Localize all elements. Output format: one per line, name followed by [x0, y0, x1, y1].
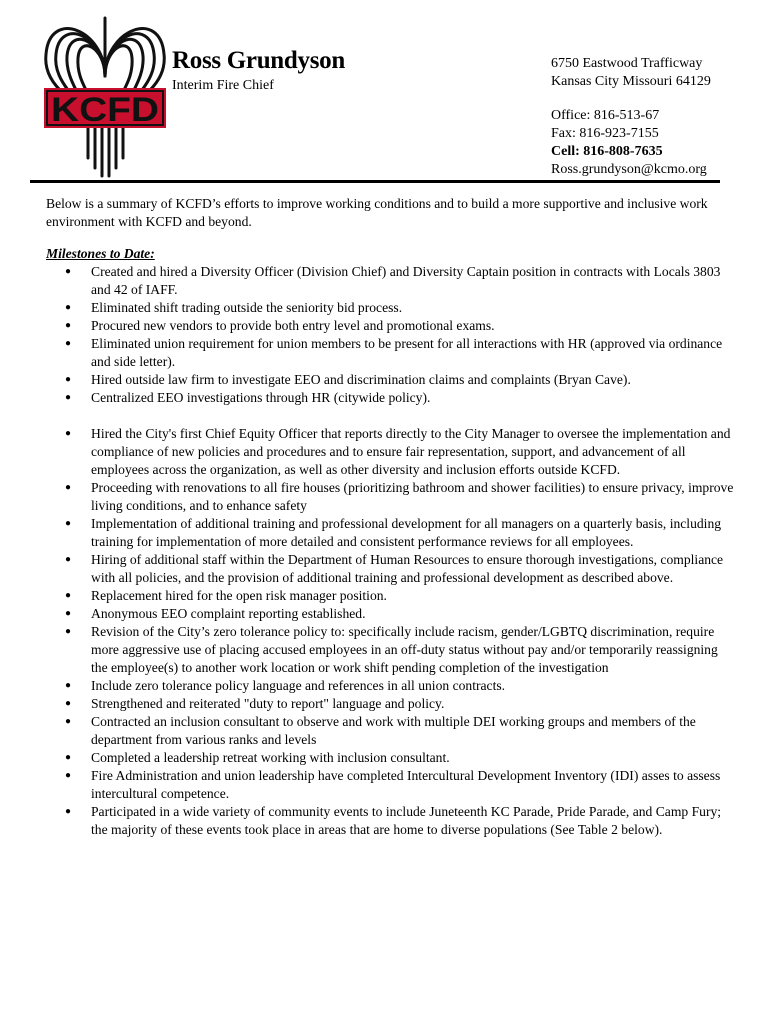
milestone-item	[46, 605, 736, 623]
bullet-icon: ●	[65, 806, 72, 817]
milestones-list-1	[46, 263, 736, 407]
milestone-text: Participated in a wide variety of community events to include Juneteenth KC Parade, Pride Parade, and Camp Fury; the majority of these events took place in areas that are home to diverse populations (See Table 2 below).	[91, 804, 722, 837]
milestone-item	[46, 623, 736, 677]
bullet-icon: ●	[65, 338, 72, 349]
milestone-text: Revision of the City’s zero tolerance policy to: specifically include racism, gender/LGBTQ discrimination, require more aggressive use of placing accused employees in an off-duty status without pay and/or temporarily reassigning the employee(s) to another work location or work shift pending completion of the investigation	[91, 624, 718, 675]
milestone-text: Proceeding with renovations to all fire houses (prioritizing bathroom and shower facilities) to ensure privacy, improve living conditions, and to enhance safety	[91, 480, 734, 513]
bullet-icon: ●	[65, 320, 72, 331]
milestone-item	[46, 695, 736, 713]
milestone-text: Eliminated shift trading outside the seniority bid process.	[91, 300, 403, 315]
milestone-text: Include zero tolerance policy language and references in all union contracts.	[91, 678, 506, 693]
milestone-item	[46, 587, 736, 605]
milestone-item	[46, 371, 736, 389]
milestone-item	[46, 389, 736, 407]
milestone-item	[46, 263, 736, 299]
email-address: Ross.grundyson@kcmo.org	[551, 162, 707, 177]
milestone-text: Eliminated union requirement for union members to be present for all interactions with HR (approved via ordinance and side letter).	[91, 336, 723, 369]
milestone-item	[46, 551, 736, 587]
chief-title: Interim Fire Chief	[172, 78, 274, 93]
milestone-text: Implementation of additional training and professional development for all managers on a quarterly basis, including training for implementation of more detailed and consistent performance reviews for all employees.	[91, 516, 722, 549]
intro-paragraph: Below is a summary of KCFD’s efforts to improve working conditions and to build a more supportive and inclusive work environment with KCFD and beyond.	[46, 196, 708, 229]
header-divider	[30, 180, 720, 183]
letterhead	[0, 0, 768, 186]
bullet-icon: ●	[65, 374, 72, 385]
address-line-2: Kansas City Missouri 64129	[551, 74, 711, 89]
bullet-icon: ●	[65, 770, 72, 781]
milestone-item	[46, 335, 736, 371]
milestone-text: Completed a leadership retreat working with inclusion consultant.	[91, 750, 450, 765]
kcfd-logo	[42, 10, 168, 180]
bullet-icon: ●	[65, 752, 72, 763]
bullet-icon: ●	[65, 590, 72, 601]
milestone-text: Hired outside law firm to investigate EEO and discrimination claims and complaints (Bryan Cave).	[91, 372, 631, 387]
document-body	[46, 195, 736, 839]
bullet-icon: ●	[65, 554, 72, 565]
milestone-item	[46, 677, 736, 695]
bullet-icon: ●	[65, 392, 72, 403]
bullet-icon: ●	[65, 302, 72, 313]
milestone-text: Replacement hired for the open risk manager position.	[91, 588, 387, 603]
milestone-text: Hiring of additional staff within the Department of Human Resources to ensure thorough investigations, compliance with all policies, and the provision of additional training and professional development as described above.	[91, 552, 724, 585]
milestone-item	[46, 479, 736, 515]
bullet-icon: ●	[65, 698, 72, 709]
milestone-text: Fire Administration and union leadership have completed Intercultural Development Inventory (IDI) asses to assess intercultural competence.	[91, 768, 721, 801]
bullet-icon: ●	[65, 518, 72, 529]
office-phone: Office: 816-513-67	[551, 108, 660, 123]
fax-number: Fax: 816-923-7155	[551, 126, 659, 141]
milestone-item	[46, 425, 736, 479]
bullet-icon: ●	[65, 626, 72, 637]
chief-name: Ross Grundyson	[172, 47, 345, 74]
milestone-item	[46, 767, 736, 803]
milestone-text: Created and hired a Diversity Officer (Division Chief) and Diversity Captain position in contracts with Locals 3803 and 42 of IAFF.	[91, 264, 721, 297]
bullet-icon: ●	[65, 608, 72, 619]
milestone-item	[46, 317, 736, 335]
milestone-text: Centralized EEO investigations through HR (citywide policy).	[91, 390, 431, 405]
milestone-item	[46, 803, 736, 839]
milestone-item	[46, 515, 736, 551]
milestone-item	[46, 749, 736, 767]
milestone-item	[46, 299, 736, 317]
milestone-text: Strengthened and reiterated "duty to report" language and policy.	[91, 696, 445, 711]
milestone-text: Contracted an inclusion consultant to observe and work with multiple DEI working groups and members of the department from various ranks and levels	[91, 714, 696, 747]
bullet-icon: ●	[65, 428, 72, 439]
bullet-icon: ●	[65, 482, 72, 493]
bullet-icon: ●	[65, 716, 72, 727]
cell-phone: Cell: 816-808-7635	[551, 144, 663, 159]
milestones-list-2	[46, 425, 736, 839]
milestone-text: Anonymous EEO complaint reporting established.	[91, 606, 366, 621]
name-block	[172, 46, 345, 95]
milestones-heading: Milestones to Date:	[46, 246, 155, 261]
address-line-1: 6750 Eastwood Trafficway	[551, 56, 703, 71]
contact-block	[551, 55, 711, 179]
milestone-text: Hired the City's first Chief Equity Officer that reports directly to the City Manager to oversee the implementation and compliance of new policies and procedures and to ensure fair representation, support, and advancement of all employees across the organization, as well as other diversity and inclusion efforts outside KCFD.	[91, 426, 731, 477]
bullet-icon: ●	[65, 266, 72, 277]
logo-text: KCFD	[51, 91, 159, 129]
milestone-item	[46, 713, 736, 749]
bullet-icon: ●	[65, 680, 72, 691]
milestone-text: Procured new vendors to provide both entry level and promotional exams.	[91, 318, 495, 333]
